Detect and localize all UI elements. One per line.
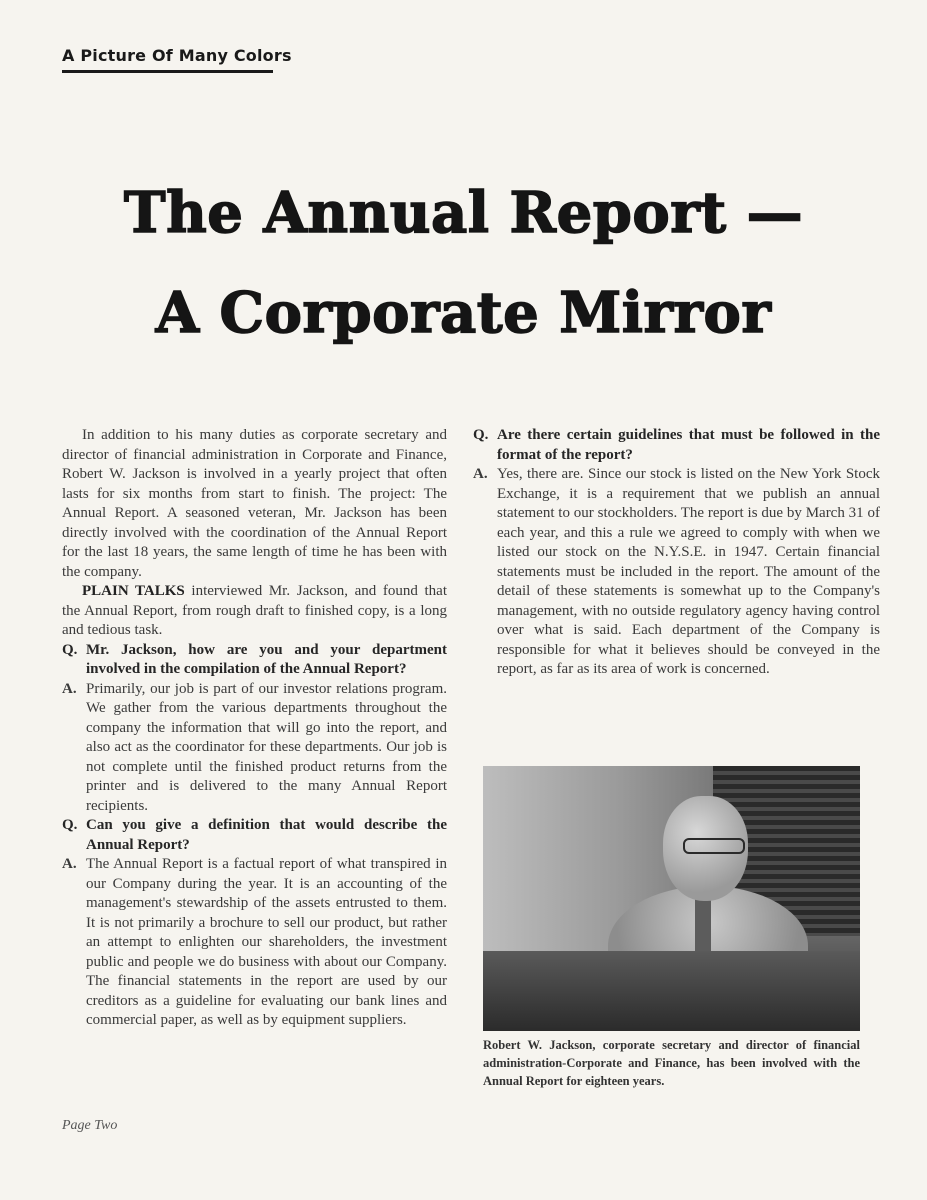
photo-glasses [683, 838, 745, 854]
q-label: Q. [62, 641, 78, 658]
left-column [62, 426, 447, 1031]
answer [62, 855, 447, 1031]
question [62, 641, 447, 680]
a-label: A. [62, 856, 77, 872]
answer [473, 465, 880, 680]
kicker-underline [62, 70, 273, 73]
right-column [473, 426, 880, 1090]
answer-text: The Annual Report is a factual report of what transpired in our Company during the year. It is an accounting of the management's stewardship of the assets entrusted to them. It is not primarily a brochure to sell our product, but rather an attempt to enlighten our shareholders, the investment public and people we do business with about our Company. The financial statements in the report are used by our creditors as a guideline for evaluating our bank lines and commercial paper, as well as by equipment suppliers. [86, 856, 447, 1028]
intro-2-text: interviewed Mr. Jackson, and found that the Annual Report, from rough draft to finished copy, is a long and tedious task. [62, 583, 448, 638]
question-text: Are there certain guidelines that must be followed in the format of the report? [497, 427, 880, 463]
portrait-photo [483, 766, 860, 1031]
right-column-text [473, 426, 880, 680]
q-label: Q. [473, 427, 489, 443]
answer [62, 680, 447, 817]
intro-paragraph-2 [62, 582, 447, 641]
answer-text: Primarily, our job is part of our investor relations program. We gather from the various departments throughout the company the information that will go into the report, and also act as the coordinator for these departments. Our job is not complete until the finished product returns from the printer and is delivered to the many Annual Report recipients. [86, 680, 447, 814]
question-text: Can you give a definition that would describe the Annual Report? [86, 817, 447, 853]
a-label: A. [473, 466, 488, 482]
photo-caption: Robert W. Jackson, corporate secretary and director of financial administration-Corporate and Finance, has been involved with the Annual Report for eighteen years. [483, 1038, 860, 1088]
photo-desk [483, 951, 860, 1031]
question-text: Mr. Jackson, how are you and your department involved in the compilation of the Annual Report? [86, 641, 447, 677]
q-label: Q. [62, 817, 78, 833]
section-kicker: A Picture Of Many Colors [62, 46, 292, 65]
page-number: Page Two [62, 1118, 118, 1133]
answer-text: Yes, there are. Since our stock is listed on the New York Stock Exchange, it is a requirement that we publish an annual statement to our stockholders. The report is due by March 31 of each year, and this a rule we agreed to comply with when we listed our stock on the N.Y.S.E. in 1947. Certain financial statements must be included in the report. The amount of the detail of these statements is somewhat up to the Company's management, with no outside regulatory agency having control over what is said. Each department of the Company is responsible for what it believes should be conveyed in the report, as far as its area of work is concerned. [497, 466, 880, 677]
question [473, 426, 880, 465]
intro-paragraph: In addition to his many duties as corporate secretary and director of financial administration in Corporate and Finance, Robert W. Jackson is involved in a yearly project that often lasts for six months from start to finish. The project: The Annual Report. A seasoned veteran, Mr. Jackson has been directly involved with the coordination of the Annual Report for the last 18 years, the same length of time he has been with the company. [62, 427, 447, 580]
question [62, 816, 447, 855]
a-label: A. [62, 680, 77, 697]
headline-line-1: The Annual Report — [123, 180, 804, 246]
publication-name: PLAIN TALKS [82, 583, 185, 599]
photo-figure [483, 766, 860, 1090]
headline-line-2: A Corporate Mirror [155, 280, 772, 346]
